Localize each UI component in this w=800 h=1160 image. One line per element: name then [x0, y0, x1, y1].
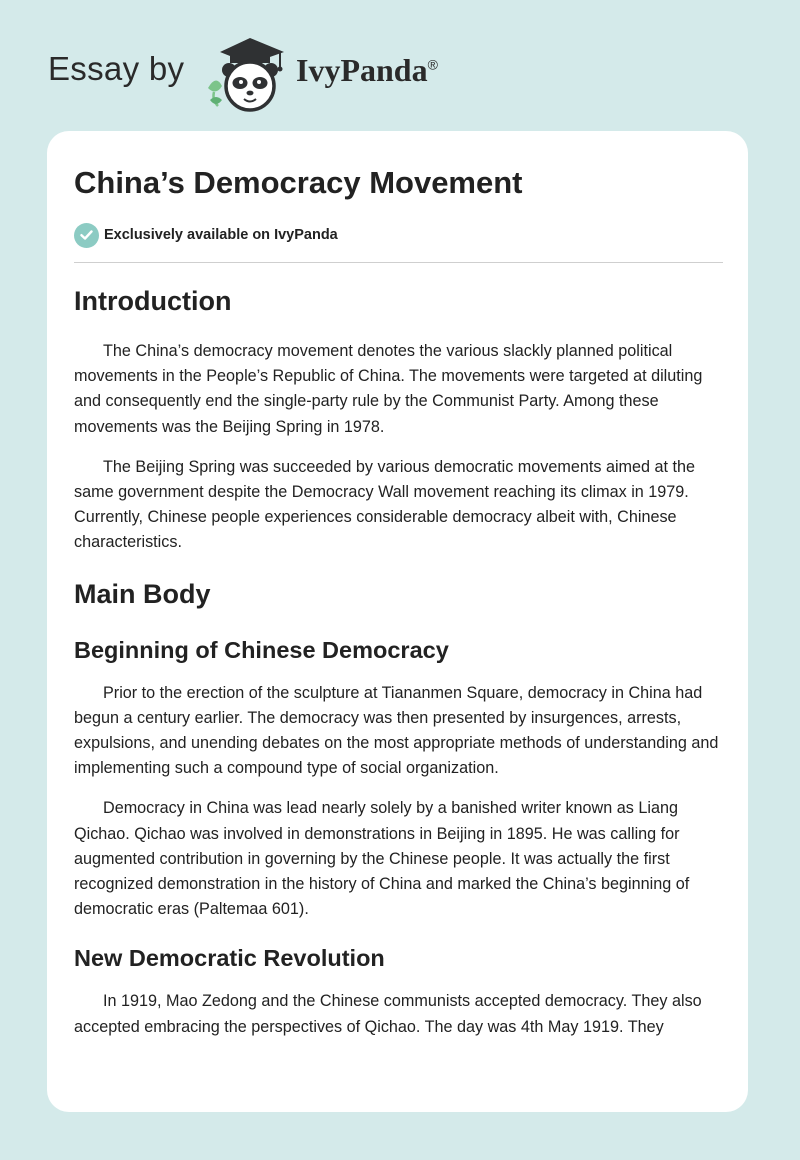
check-circle-icon — [74, 223, 99, 248]
paragraph: The Beijing Spring was succeeded by various democratic movements aimed at the same government despite the Democracy Wall movement reaching its climax in 1979. Currently, Chinese people experiences considerable democracy albeit with, Chinese characteristics. — [74, 457, 696, 552]
panda-logo-icon — [200, 34, 296, 114]
availability-text: Exclusively available on IvyPanda — [104, 227, 338, 243]
section-heading-introduction: Introduction — [74, 286, 232, 316]
subsection-heading-revolution: New Democratic Revolution — [74, 945, 385, 972]
brand-name: IvyPanda® — [296, 52, 438, 88]
essay-card — [47, 131, 748, 1112]
page-title: China’s Democracy Movement — [74, 165, 523, 200]
paragraph: In 1919, Mao Zedong and the Chinese communists accepted democracy. They also accepted embracing the perspectives of Qichao. The day was 4th May 1919. They — [74, 992, 702, 1036]
paragraph: The China’s democracy movement denotes the various slackly planned political movements in the People’s Republic of China. The movements were targeted at diluting and consequently end the single-party rule by the Communist Party. Among these movements was the Beijing Spring in 1978. — [74, 342, 703, 436]
site-header — [0, 0, 800, 130]
subsection-heading-beginning: Beginning of Chinese Democracy — [74, 636, 449, 663]
paragraph: Prior to the erection of the sculpture at Tiananmen Square, democracy in China had begun a century earlier. The democracy was then presented by insurgences, arrests, expulsions, and unending debates on the most appropriate methods of understanding and implementing such a compound type of social organization. — [74, 683, 719, 778]
section-heading-main-body: Main Body — [74, 578, 211, 609]
essay-by-label: Essay by — [48, 50, 185, 87]
title-divider — [74, 262, 723, 263]
availability-badge — [74, 222, 338, 248]
paragraph: Democracy in China was lead nearly solely by a banished writer known as Liang Qichao. Qichao was involved in demonstrations in Beijing in 1895. He was calling for augmented contribution in governing by the Chinese people. It was actually the first recognized demonstration in the history of China and marked the China’s beginning of democratic eras (Paltemaa 601). — [74, 799, 690, 919]
essay-body — [74, 283, 723, 1040]
